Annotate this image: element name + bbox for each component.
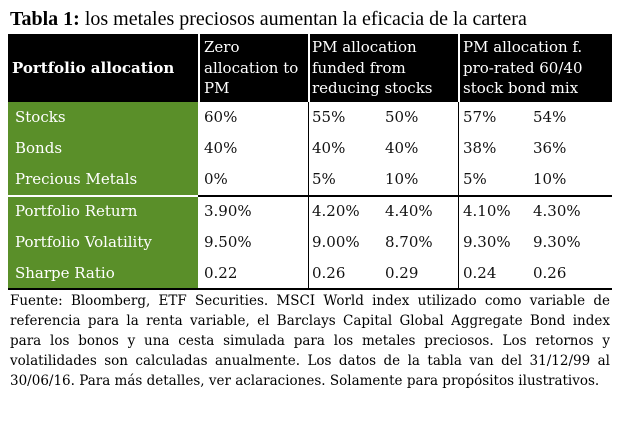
- table-cell: 0.26: [312, 264, 346, 282]
- table-cell: 50%: [385, 108, 419, 126]
- header-pm-prorated: [463, 34, 611, 102]
- row-label-portfolio-return: Portfolio Return: [15, 202, 138, 220]
- table-cell: 8.70%: [385, 233, 433, 251]
- section-divider-label: [8, 195, 198, 197]
- table-cell: 0.24: [463, 264, 497, 282]
- table-cell: 9.00%: [312, 233, 360, 251]
- header-line: PM: [204, 79, 230, 97]
- table-cell: 4.30%: [533, 202, 581, 220]
- table-cell: 9.30%: [463, 233, 511, 251]
- table-cell: 36%: [533, 139, 567, 157]
- allocation-table: [8, 34, 612, 290]
- header-line: reducing stocks: [312, 79, 433, 97]
- header-line: Zero: [204, 38, 240, 56]
- table-cell: 0%: [204, 170, 228, 188]
- source-note: Fuente: Bloomberg, ETF Securities. MSCI World index utilizado como variable de referencia para la renta variable, el Barclays Capital Global Aggregate Bond index para los bonos y una cesta simulada para los metales preciosos. Los retornos y volatilidades son calculadas anualmente. Los datos de la tabla van del 31/12/99 al 30/06/16. Para más detalles, ver aclaraciones. Solamente para propósitos ilustrativos.: [10, 293, 610, 389]
- row-label-portfolio-volatility: Portfolio Volatility: [15, 233, 152, 251]
- header-zero-allocation: [204, 34, 308, 102]
- table-cell: 10%: [533, 170, 567, 188]
- header-divider: [458, 34, 460, 102]
- table-title-text: los metales preciosos aumentan la eficacia de la cartera: [79, 8, 527, 30]
- table-title: [10, 6, 630, 32]
- table-cell: 0.29: [385, 264, 419, 282]
- table-bottom-border: [8, 288, 612, 290]
- table-cell: 10%: [385, 170, 419, 188]
- header-line: allocation to: [204, 58, 299, 77]
- header-pm-funded-stocks: [312, 34, 462, 102]
- table-cell: 5%: [312, 170, 336, 188]
- table-cell: 38%: [463, 139, 497, 157]
- table-cell: 0.26: [533, 264, 567, 282]
- table-cell: 3.90%: [204, 202, 252, 220]
- table-cell: 9.30%: [533, 233, 581, 251]
- header-line: PM allocation: [312, 38, 417, 56]
- table-cell: 5%: [463, 170, 487, 188]
- header-line: PM allocation f.: [463, 38, 583, 56]
- row-label-sharpe-ratio: Sharpe Ratio: [15, 264, 115, 282]
- header-portfolio-allocation: Portfolio allocation: [12, 59, 175, 77]
- table-cell: 40%: [204, 139, 238, 157]
- table-cell: 4.40%: [385, 202, 433, 220]
- table-title-number: Tabla 1:: [10, 8, 80, 30]
- header-line: stock bond mix: [463, 79, 579, 97]
- table-cell: 55%: [312, 108, 346, 126]
- table-cell: 4.20%: [312, 202, 360, 220]
- header-line: pro-rated 60/40: [463, 58, 583, 77]
- header-divider: [308, 34, 310, 102]
- table-cell: 57%: [463, 108, 497, 126]
- table-cell: 40%: [312, 139, 346, 157]
- header-line: funded from: [312, 58, 406, 77]
- table-cell: 4.10%: [463, 202, 511, 220]
- table-cell: 54%: [533, 108, 567, 126]
- row-label-stocks: Stocks: [15, 108, 66, 126]
- row-label-bonds: Bonds: [15, 139, 63, 157]
- table-cell: 60%: [204, 108, 238, 126]
- table-cell: 9.50%: [204, 233, 252, 251]
- row-label-precious-metals: Precious Metals: [15, 170, 138, 188]
- table-cell: 0.22: [204, 264, 238, 282]
- table-cell: 40%: [385, 139, 419, 157]
- header-divider: [198, 34, 200, 102]
